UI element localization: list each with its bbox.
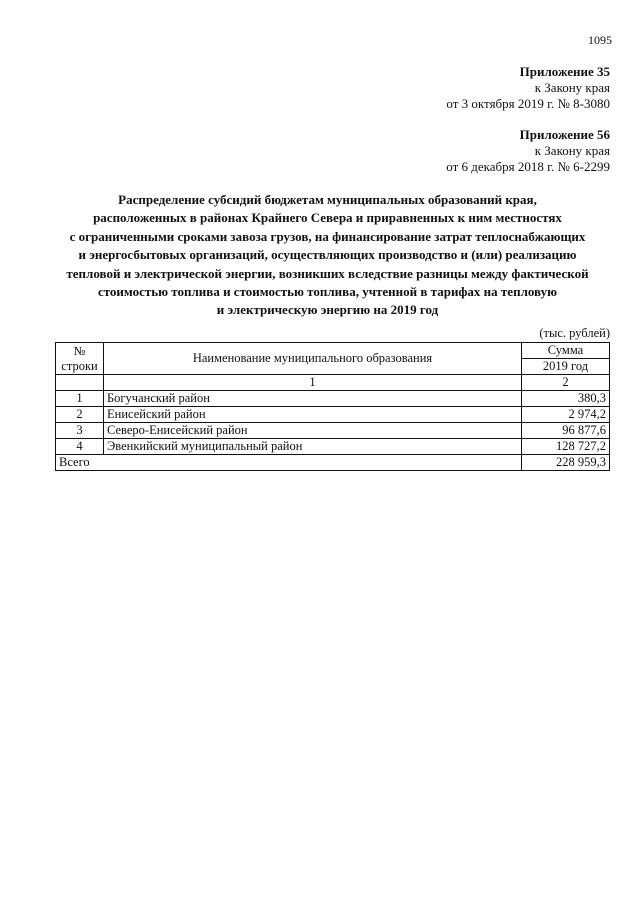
table-row <box>56 439 610 455</box>
document-title <box>40 191 615 320</box>
appendix-current-date: от 3 октября 2019 г. № 8-3080 <box>446 96 610 111</box>
col-num-index <box>56 375 104 391</box>
appendix-current-title: Приложение 35 <box>519 64 610 79</box>
page-number: 1095 <box>588 33 612 47</box>
row-amount: 128 727,2 <box>522 439 610 455</box>
title-line: и электрическую энергию на 2019 год <box>216 302 439 318</box>
appendix-original-title: Приложение 56 <box>519 127 610 142</box>
row-amount: 380,3 <box>522 391 610 407</box>
col-name-index: 1 <box>104 375 522 391</box>
row-amount: 2 974,2 <box>522 407 610 423</box>
row-amount: 96 877,6 <box>522 423 610 439</box>
subsidy-table <box>55 342 610 471</box>
row-name: Енисейский район <box>104 407 522 423</box>
col-num-header <box>56 343 104 375</box>
total-row <box>56 455 610 471</box>
col-num-header-line2: строки <box>61 358 98 373</box>
header-row <box>56 343 610 359</box>
total-label: Всего <box>56 455 522 471</box>
total-amount: 228 959,3 <box>522 455 610 471</box>
col-sum-subheader: 2019 год <box>522 359 610 375</box>
title-line: расположенных в районах Крайнего Севера и приравненных к ним местностях <box>93 210 562 226</box>
title-line: тепловой и электрической энергии, возникших вследствие разницы между фактической <box>66 265 589 281</box>
col-sum-index: 2 <box>522 375 610 391</box>
col-num-header-line1: № <box>73 343 86 358</box>
row-num: 3 <box>56 423 104 439</box>
table-row <box>56 423 610 439</box>
row-name: Северо-Енисейский район <box>104 423 522 439</box>
row-name: Эвенкийский муниципальный район <box>104 439 522 455</box>
table-row <box>56 391 610 407</box>
title-line: и энергосбытовых организаций, осуществляющих производство и (или) реализацию <box>78 247 577 263</box>
row-num: 2 <box>56 407 104 423</box>
title-line: с ограниченными сроками завоза грузов, на финансирование затрат теплоснабжающих <box>69 228 586 244</box>
appendix-current-law: к Закону края <box>534 80 610 95</box>
col-sum-header: Сумма <box>522 343 610 359</box>
title-line: Распределение субсидий бюджетам муниципальных образований края, <box>118 192 537 207</box>
col-name-header: Наименование муниципального образования <box>104 343 522 375</box>
unit-label: (тыс. рублей) <box>539 326 610 340</box>
table-row <box>56 407 610 423</box>
row-num: 1 <box>56 391 104 407</box>
appendix-original-date: от 6 декабря 2018 г. № 6-2299 <box>446 159 610 174</box>
title-line: стоимостью топлива и стоимостью топлива, учтенной в тарифах на тепловую <box>97 284 558 300</box>
appendix-original-header <box>446 127 610 175</box>
appendix-original-law: к Закону края <box>534 143 610 158</box>
index-row <box>56 375 610 391</box>
row-num: 4 <box>56 439 104 455</box>
row-name: Богучанский район <box>104 391 522 407</box>
appendix-current-header <box>446 64 610 112</box>
